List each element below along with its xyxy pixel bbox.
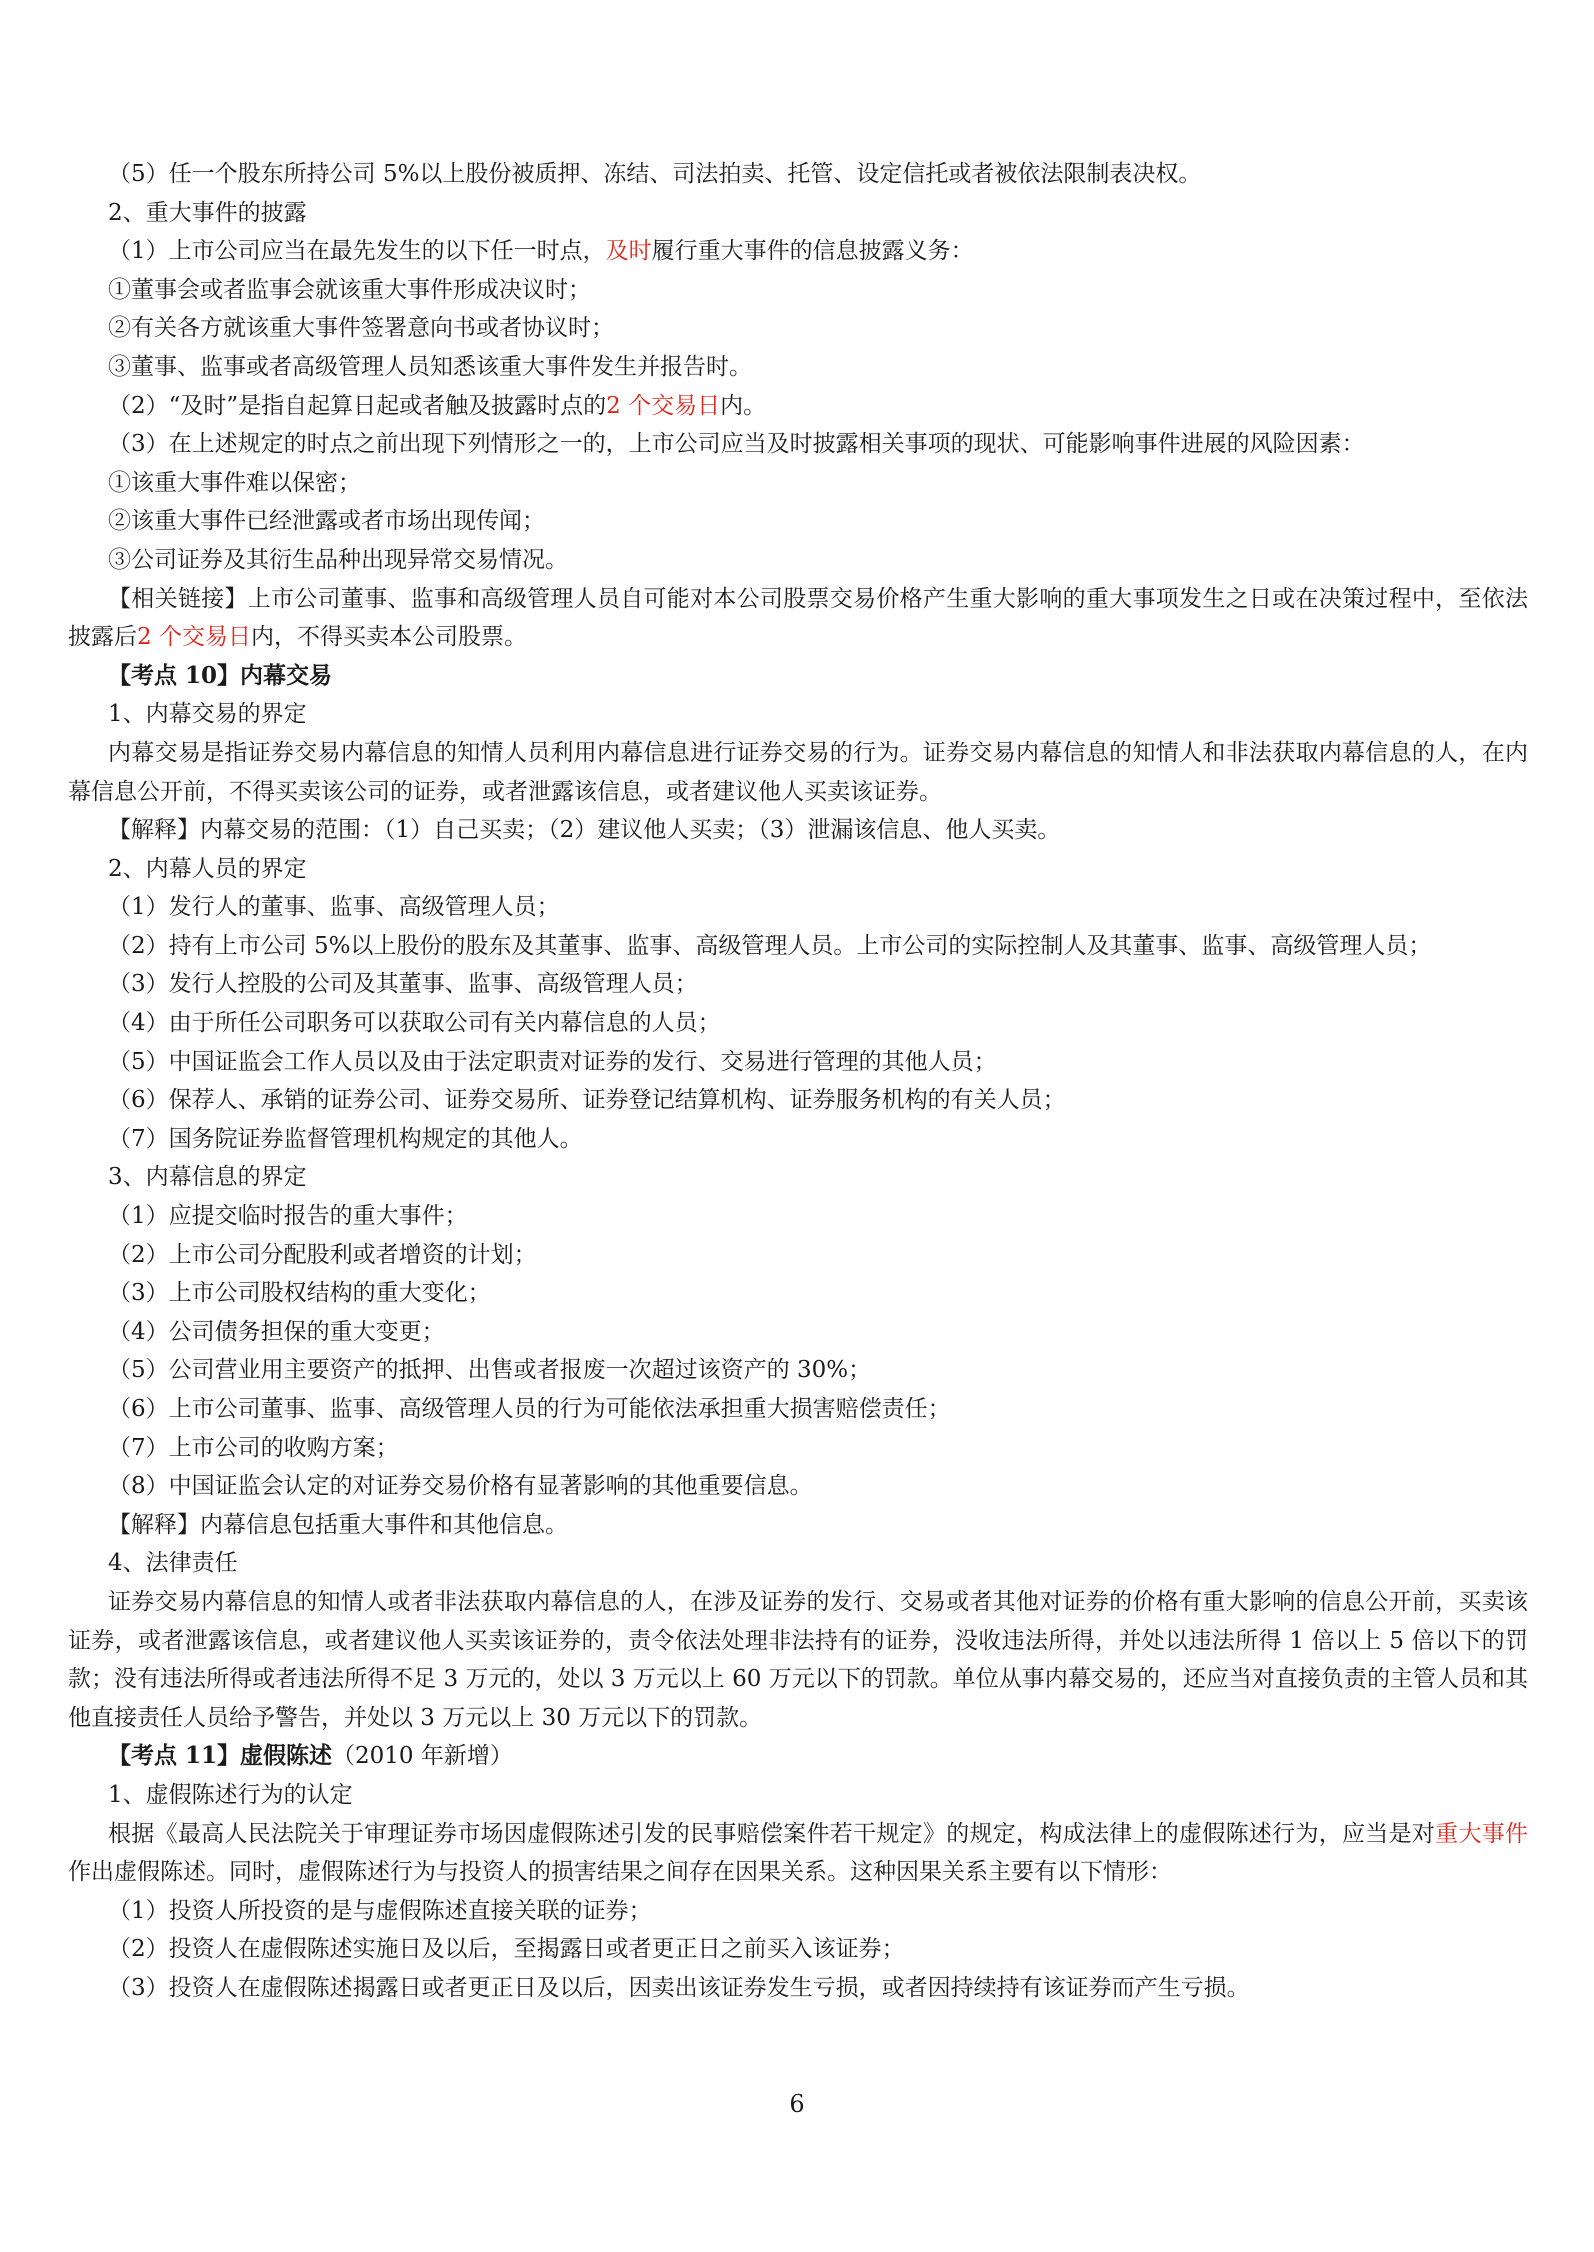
- list-item: ③董事、监事或者高级管理人员知悉该重大事件发生并报告时。: [108, 353, 752, 380]
- list-item: （3）在上述规定的时点之前出现下列情形之一的，上市公司应当及时披露相关事项的现状、可能影响事件进展的风险因素：: [108, 431, 1365, 458]
- list-item: （1）上市公司应当在最先发生的以下任一时点，及时履行重大事件的信息披露义务：: [108, 238, 974, 265]
- list-item: （7）上市公司的收购方案；: [108, 1434, 399, 1461]
- list-item: （2）上市公司分配股利或者增资的计划；: [108, 1241, 537, 1268]
- explanation: 【解释】内幕交易的范围：（1）自己买卖；（2）建议他人买卖；（3）泄漏该信息、他人买卖。: [108, 817, 1061, 844]
- highlight-term: 2 个交易日: [606, 392, 721, 419]
- list-item: ②该重大事件已经泄露或者市场出现传闻；: [108, 508, 545, 535]
- list-item: （2）持有上市公司 5%以上股份的股东及其董事、监事、高级管理人员。上市公司的实际控制人及其董事、监事、高级管理人员；: [108, 932, 1432, 959]
- highlight-term: 重大事件: [1435, 1820, 1529, 1847]
- subsection-heading: 2、内幕人员的界定: [108, 855, 307, 882]
- page-number: 6: [789, 2090, 805, 2118]
- list-item: （6）保荐人、承销的证券公司、证券交易所、证券登记结算机构、证券服务机构的有关人员；: [108, 1087, 1066, 1114]
- highlight-term: 2 个交易日: [137, 624, 251, 651]
- list-item: （5）中国证监会工作人员以及由于法定职责对证券的发行、交易进行管理的其他人员；: [108, 1048, 997, 1075]
- subsection-heading: 3、内幕信息的界定: [108, 1164, 307, 1191]
- list-item: ①该重大事件难以保密；: [108, 469, 361, 496]
- list-item: （2）投资人在虚假陈述实施日及以后，至揭露日或者更正日之前买入该证券；: [108, 1936, 905, 1963]
- explanation: 【解释】内幕信息包括重大事件和其他信息。: [108, 1511, 568, 1538]
- list-item: （1）发行人的董事、监事、高级管理人员；: [108, 894, 560, 921]
- list-item: （2）“及时”是指自起算日起或者触及披露时点的2 个交易日内。: [108, 392, 767, 419]
- body-paragraph: 证券交易内幕信息的知情人或者非法获取内幕信息的人，在涉及证券的发行、交易或者其他对证券的价格有重大影响的信息公开前，买卖该证券，或者泄露该信息，或者建议他人买卖该证券的，责令依法处理非法持有的证券，没收违法所得，并处以违法所得 1 倍以上 5 倍以下的罚款；没有违法所得或者违法所得不足 3 万元的，处以 3 万元以上 60 万元以下的罚款。单位从事内幕交易的，还应当对直接负责的主管人员和其他直接责任人员给予警告，并处以 3 万元以上 30 万元以下的罚款。: [68, 1588, 1528, 1731]
- related-link-paragraph: 【相关链接】上市公司董事、监事和高级管理人员自可能对本公司股票交易价格产生重大影响的重大事项发生之日或在决策过程中，至依法披露后2 个交易日内，不得买卖本公司股票。: [68, 585, 1528, 651]
- list-item: （8）中国证监会认定的对证券交易价格有显著影响的其他重要信息。: [108, 1473, 813, 1500]
- list-item: （5）任一个股东所持公司 5%以上股份被质押、冻结、司法拍卖、托管、设定信托或者被依法限制表决权。: [108, 161, 1202, 187]
- list-item: （6）上市公司董事、监事、高级管理人员的行为可能依法承担重大损害赔偿责任；: [108, 1396, 951, 1422]
- subsection-heading: 4、法律责任: [108, 1550, 238, 1577]
- section-heading: 【考点 10】内幕交易: [108, 661, 333, 689]
- list-item: （1）投资人所投资的是与虚假陈述直接关联的证券；: [108, 1897, 652, 1924]
- body-paragraph: 根据《最高人民法院关于审理证券市场因虚假陈述引发的民事赔偿案件若干规定》的规定，构成法律上的虚假陈述行为，应当是对重大事件作出虚假陈述。同时，虚假陈述行为与投资人的损害结果之间存在因果关系。这种因果关系主要有以下情形：: [68, 1820, 1529, 1886]
- list-item: ②有关各方就该重大事件签署意向书或者协议时；: [108, 315, 614, 342]
- subsection-heading: 1、内幕交易的界定: [108, 701, 307, 728]
- list-item: ①董事会或者监事会就该重大事件形成决议时；: [108, 276, 591, 303]
- list-item: ③公司证券及其衍生品种出现异常交易情况。: [108, 546, 568, 573]
- section-heading: 【考点 11】虚假陈述（2010 年新增）: [108, 1742, 513, 1770]
- page-body: [68, 155, 1528, 2008]
- list-item: （3）上市公司股权结构的重大变化；: [108, 1280, 491, 1307]
- list-item: （4）公司债务担保的重大变更；: [108, 1318, 445, 1345]
- list-item: （4）由于所任公司职务可以获取公司有关内幕信息的人员；: [108, 1010, 721, 1037]
- list-item: （7）国务院证券监督管理机构规定的其他人。: [108, 1125, 583, 1152]
- highlight-term: 及时: [605, 238, 652, 265]
- list-item: （3）投资人在虚假陈述揭露日或者更正日及以后，因卖出该证券发生亏损，或者因持续持有该证券而产生亏损。: [108, 1974, 1250, 2001]
- body-paragraph: 内幕交易是指证券交易内幕信息的知情人员利用内幕信息进行证券交易的行为。证券交易内幕信息的知情人和非法获取内幕信息的人，在内幕信息公开前，不得买卖该公司的证券，或者泄露该信息，或者建议他人买卖该证券。: [68, 739, 1528, 805]
- subsection-heading: 2、重大事件的披露: [108, 199, 307, 226]
- list-item: （1）应提交临时报告的重大事件；: [108, 1203, 468, 1230]
- list-item: （3）发行人控股的公司及其董事、监事、高级管理人员；: [108, 971, 698, 998]
- subsection-heading: 1、虚假陈述行为的认定: [108, 1781, 353, 1808]
- list-item: （5）公司营业用主要资产的抵押、出售或者报废一次超过该资产的 30%；: [108, 1357, 872, 1384]
